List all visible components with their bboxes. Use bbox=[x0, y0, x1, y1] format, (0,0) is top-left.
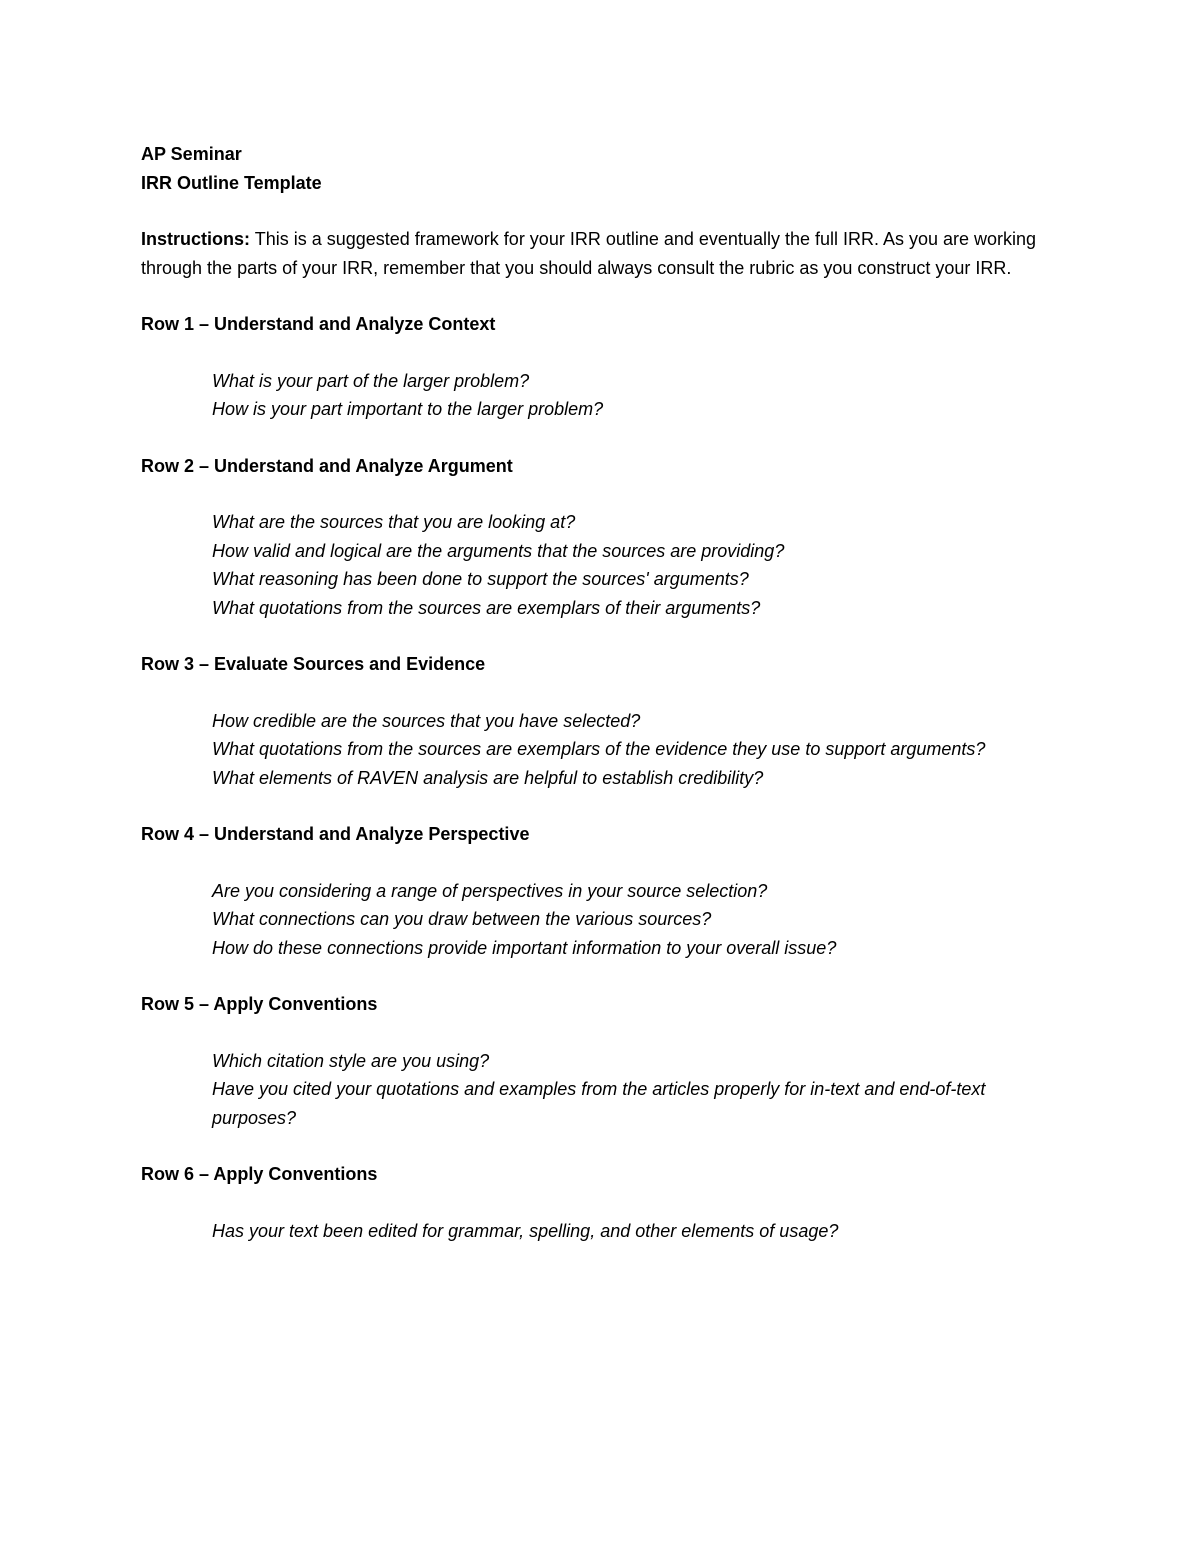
question-item: Which citation style are you using? bbox=[212, 1050, 490, 1071]
question-list bbox=[212, 367, 1041, 424]
question-item: What quotations from the sources are exemplars of their arguments? bbox=[212, 597, 761, 618]
section-heading: Row 2 – Understand and Analyze Argument bbox=[141, 455, 513, 476]
question-list bbox=[212, 877, 1041, 963]
question-item: What reasoning has been done to support the sources' arguments? bbox=[212, 569, 749, 589]
section-row-1 bbox=[141, 310, 1041, 424]
question-item: Has your text been edited for grammar, spelling, and other elements of usage? bbox=[212, 1220, 839, 1241]
instructions-text: This is a suggested framework for your IRR outline and eventually the full IRR. As you are working through the parts of your IRR, remember that you should always consult the rubric as you construct your IRR. bbox=[141, 229, 1037, 278]
section-heading: Row 6 – Apply Conventions bbox=[141, 1164, 378, 1184]
question-list bbox=[212, 508, 1041, 622]
question-item: What connections can you draw between the various sources? bbox=[212, 909, 712, 929]
question-list bbox=[212, 707, 1041, 793]
section-heading: Row 5 – Apply Conventions bbox=[141, 994, 378, 1014]
section-row-4 bbox=[141, 820, 1041, 962]
course-title: AP Seminar bbox=[141, 144, 242, 164]
instructions-paragraph bbox=[141, 225, 1041, 282]
question-item: What are the sources that you are looking at? bbox=[212, 512, 576, 532]
section-row-2 bbox=[141, 452, 1041, 623]
question-item: How is your part important to the larger problem? bbox=[212, 399, 604, 419]
question-item: What is your part of the larger problem? bbox=[212, 370, 530, 391]
document-title: IRR Outline Template bbox=[141, 172, 322, 193]
section-heading: Row 1 – Understand and Analyze Context bbox=[141, 314, 496, 334]
section-row-3 bbox=[141, 650, 1041, 792]
section-row-5 bbox=[141, 990, 1041, 1132]
instructions-label: Instructions: bbox=[141, 229, 251, 249]
question-item: How credible are the sources that you have selected? bbox=[212, 710, 641, 731]
question-item: How valid and logical are the arguments that the sources are providing? bbox=[212, 540, 785, 561]
document-page bbox=[141, 140, 1041, 1263]
section-heading: Row 3 – Evaluate Sources and Evidence bbox=[141, 654, 486, 674]
question-item: How do these connections provide important information to your overall issue? bbox=[212, 937, 837, 958]
section-heading: Row 4 – Understand and Analyze Perspective bbox=[141, 824, 530, 844]
question-list bbox=[212, 1047, 1041, 1133]
question-item: Have you cited your quotations and examples from the articles properly for in-text and end-of-text purposes? bbox=[212, 1079, 986, 1128]
question-item: Are you considering a range of perspectives in your source selection? bbox=[212, 880, 768, 901]
section-row-6 bbox=[141, 1160, 1041, 1245]
question-item: What quotations from the sources are exemplars of the evidence they use to support arguments? bbox=[212, 739, 986, 759]
question-list bbox=[212, 1217, 1041, 1246]
question-item: What elements of RAVEN analysis are helpful to establish credibility? bbox=[212, 767, 764, 788]
